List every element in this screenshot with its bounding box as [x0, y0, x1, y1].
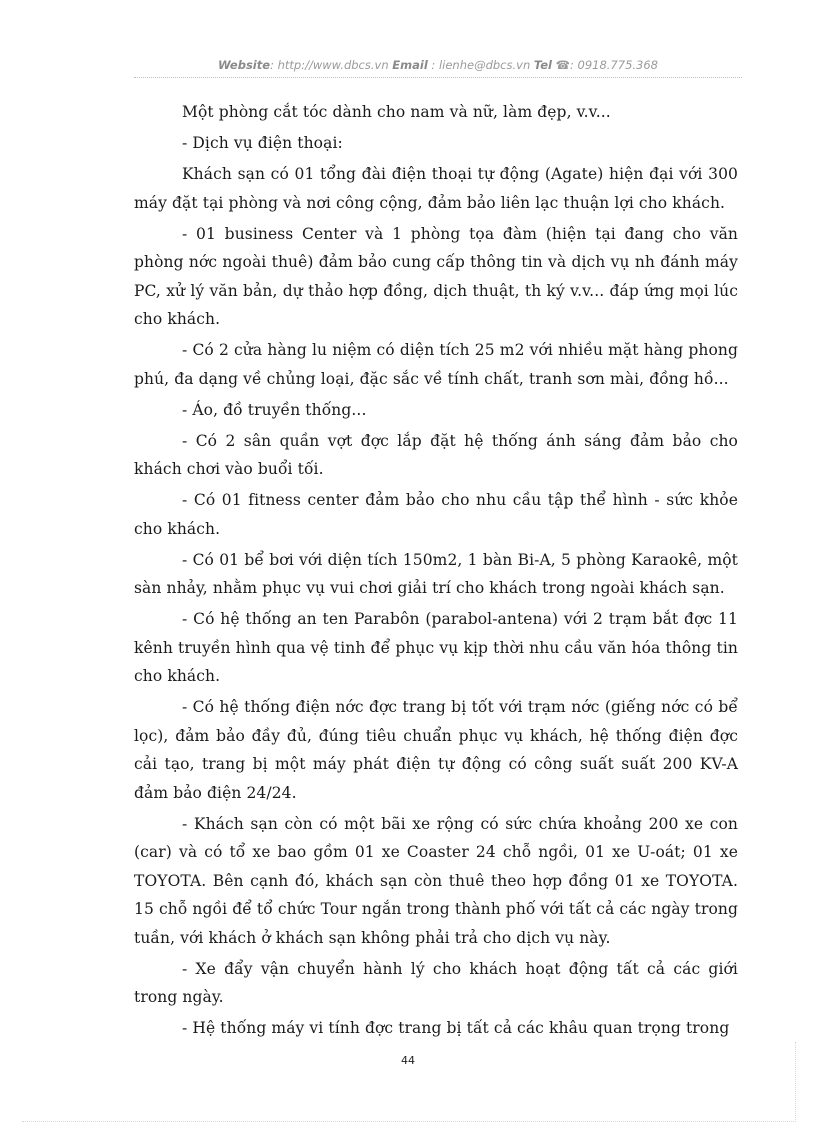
email-value: : lienhe@dbcs.vn [431, 58, 531, 72]
paragraph: - 01 business Center và 1 phòng tọa đàm (hiện tại đang cho văn phòng nớc ngoài thuê) đảm bảo cung cấp thông tin và dịch vụ nh đánh máy PC, xử lý văn bản, dự thảo hợp đồng, dịch thuật, th ký v.v... đáp ứng mọi lúc cho khách. [134, 224, 738, 328]
paragraph: - Có hệ thống điện nớc đợc trang bị tốt với trạm nớc (giếng nớc có bể lọc), đảm bảo đầy đủ, đúng tiêu chuẩn phục vụ khách, hệ thống điện đợc cải tạo, trang bị một máy phát điện tự động có công suất suất 200 KV-A đảm bảo điện 24/24. [134, 698, 738, 802]
paragraph: - Khách sạn còn có một bãi xe rộng có sức chứa khoảng 200 xe con (car) và có tổ xe bao gồm 01 xe Coaster 24 chỗ ngồi, 01 xe U-oát; 01 xe TOYOTA. Bên cạnh đó, khách sạn còn thuê theo hợp đồng 01 xe TOYOTA. 15 chỗ ngồi để tổ chức Tour ngắn trong thành phố với tất cả các ngày trong tuần, với khách ở khách sạn không phải trả cho dịch vụ này. [134, 814, 738, 947]
page-border-right [795, 1042, 796, 1122]
website-label: Website [217, 58, 271, 72]
paragraph: - Có 01 bể bơi với diện tích 150m2, 1 bàn Bi-A, 5 phòng Karaokê, một sàn nhảy, nhằm phục vụ vui chơi giải trí cho khách trong ngoài khách sạn. [134, 550, 738, 597]
tel-label: Tel [533, 58, 552, 72]
page-number: 44 [401, 1054, 415, 1067]
document-body [134, 98, 738, 1045]
header-divider [134, 77, 742, 78]
paragraph: - Áo, đồ truyền thống... [182, 400, 367, 419]
paragraph: - Có 2 cửa hàng lu niệm có diện tích 25 m2 với nhiều mặt hàng phong phú, đa dạng về chủng loại, đặc sắc về tính chất, tranh sơn mài, đồng hồ... [134, 341, 738, 388]
paragraph: - Dịch vụ điện thoại: [182, 134, 343, 152]
paragraph: - Hệ thống máy vi tính đợc trang bị tất cả các khâu quan trọng trong [182, 1019, 730, 1037]
page-header [134, 58, 742, 72]
paragraph: - Có 01 fitness center đảm bảo cho nhu cầu tập thể hình - sức khỏe cho khách. [134, 491, 738, 538]
tel-value: ☎: 0918.775.368 [555, 58, 658, 72]
paragraph: Một phòng cắt tóc dành cho nam và nữ, làm đẹp, v.v... [182, 103, 611, 121]
paragraph: - Có hệ thống an ten Parabôn (parabol-antena) với 2 trạm bắt đợc 11 kênh truyền hình qua vệ tinh để phục vụ kịp thời nhu cầu văn hóa thông tin cho khách. [134, 610, 738, 685]
paragraph: - Có 2 sân quần vợt đợc lắp đặt hệ thống ánh sáng đảm bảo cho khách chơi vào buổi tối. [134, 431, 738, 478]
paragraph: - Xe đẩy vận chuyển hành lý cho khách hoạt động tất cả các giới trong ngày. [134, 959, 738, 1006]
website-value: : http://www.dbcs.vn [270, 58, 389, 72]
email-label: Email [392, 58, 428, 72]
page-border-bottom [22, 1121, 796, 1122]
paragraph: Khách sạn có 01 tổng đài điện thoại tự động (Agate) hiện đại với 300 máy đặt tại phòng và nơi công cộng, đảm bảo liên lạc thuận lợi cho khách. [134, 165, 738, 212]
